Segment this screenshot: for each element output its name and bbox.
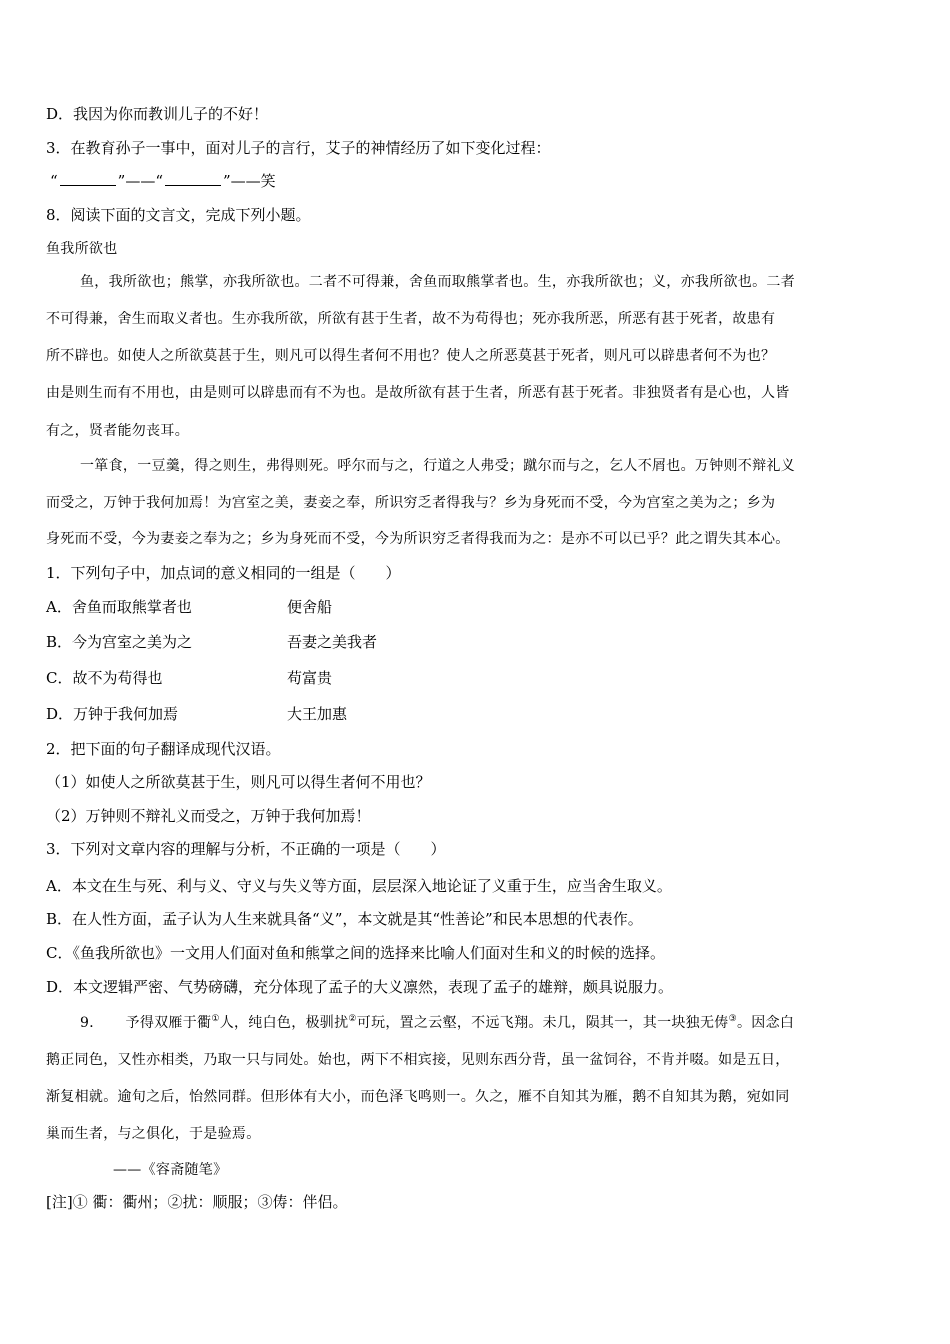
passage-title: 鱼我所欲也 <box>46 241 118 257</box>
blank-1[interactable] <box>60 171 116 186</box>
passage-p1-line: 有之，贤者能勿丧耳。 <box>46 423 189 439</box>
passage-p2-line: 身死而不受，今为妻妾之奉为之；乡为身死而不受，今为所识穷乏者得我而为之：是亦不可以已乎？此之谓失其本心。 <box>46 531 790 547</box>
q3-option-d[interactable]: D．本文逻辑严密、气势磅礴，充分体现了孟子的大义凛然，表现了孟子的雄辩，颇具说服力。 <box>46 978 674 996</box>
passage-p1-line: 不可得兼，舍生而取义者也。生亦我所欲，所欲有甚于生者，故不为苟得也；死亦我所恶，所恶有甚于死者，故患有 <box>46 311 776 327</box>
question-3-previous: 3．在教育孙子一事中，面对儿子的言行，艾子的神情经历了如下变化过程： <box>46 139 551 157</box>
question-8-heading: 8．阅读下面的文言文，完成下列小题。 <box>46 206 311 224</box>
passage-9-line: 鹅正同色，又性亦相类，乃取一只与同处。始也，两下不相宾接，见则东西分背，虽一盆饲谷，不肯并啜。如是五日， <box>46 1052 790 1068</box>
source-citation: ——《容斋随笔》 <box>113 1162 228 1178</box>
subquestion-3: 3．下列对文章内容的理解与分析，不正确的一项是（ ） <box>46 840 446 858</box>
footnote-ref: ① <box>211 1014 220 1024</box>
passage-9-line: 巢而生者，与之俱化，于是验焉。 <box>46 1126 261 1142</box>
subquestion-2: 2．把下面的句子翻译成现代汉语。 <box>46 740 281 758</box>
passage-p2-line: 而受之，万钟于我何加焉！为宫室之美，妻妾之奉，所识穷乏者得我与？乡为身死而不受，今为宫室之美为之；乡为 <box>46 495 776 511</box>
option-a-left: A．舍鱼而取熊掌者也 <box>46 598 192 616</box>
option-a-right: 便舍船 <box>287 598 333 616</box>
option-b-row[interactable] <box>46 632 910 652</box>
option-d-left: D．万钟于我何加焉 <box>46 705 179 723</box>
passage-9-text: 可玩，置之云壑，不远飞翔。未几，陨其一，其一块独无俦 <box>356 1015 729 1031</box>
q3-option-a[interactable]: A．本文在生与死、利与义、守义与失义等方面，层层深入地论证了义重于生，应当舍生取义。 <box>46 877 672 895</box>
option-b-left: B．今为宫室之美为之 <box>46 633 193 651</box>
option-d-previous: D．我因为你而教训儿子的不好！ <box>46 105 269 123</box>
option-a-row[interactable] <box>46 597 910 617</box>
passage-9-text: 人，纯白色，极驯扰 <box>219 1015 349 1031</box>
passage-9-line: 渐复相就。逾旬之后，怡然同群。但形体有大小，而色泽飞鸣则一。久之，雁不自知其为雁，鹅不自知其为鹅，宛如同 <box>46 1089 790 1105</box>
option-c-right: 苟富贵 <box>287 669 333 687</box>
footnote: [注]① 衢：衢州；②扰：顺服；③俦：伴侣。 <box>46 1193 348 1211</box>
option-c-left: C．故不为苟得也 <box>46 669 163 687</box>
question-9-number: 9． <box>80 1015 104 1031</box>
passage-p1-line: 所不辟也。如使人之所欲莫甚于生，则凡可以得生者何不用也？使人之所恶莫甚于死者，则凡可以辟患者何不为也？ <box>46 348 776 364</box>
passage-p1-line: 由是则生而有不用也，由是则可以辟患而有不为也。是故所欲有甚于生者，所恶有甚于死者。非独贤者有是心也，人皆 <box>46 385 790 401</box>
passage-p2-line: 一箪食，一豆羹，得之则生，弗得则死。呼尔而与之，行道之人弗受；蹴尔而与之，乞人不屑也。万钟则不辩礼义 <box>80 458 795 474</box>
quote-mid: ”——“ <box>117 172 164 190</box>
option-d-right: 大王加惠 <box>287 705 348 723</box>
option-d-row[interactable] <box>46 704 910 724</box>
q3-option-b[interactable]: B．在人性方面，孟子认为人生来就具备“义”，本文就是其“性善论”和民本思想的代表作。 <box>46 910 643 928</box>
subquestion-1: 1．下列句子中，加点词的意义相同的一组是（ ） <box>46 564 401 582</box>
quote-open: “ <box>50 172 58 190</box>
passage-p1-line: 鱼，我所欲也；熊掌，亦我所欲也。二者不可得兼，舍鱼而取熊掌者也。生，亦我所欲也；义，亦我所欲也。二者 <box>80 274 795 290</box>
blank-2[interactable] <box>165 171 221 186</box>
footnote-ref: ② <box>348 1014 357 1024</box>
fill-blank-line <box>50 171 910 191</box>
q3-option-c[interactable]: C．《鱼我所欲也》一文用人们面对鱼和熊掌之间的选择来比喻人们面对生和义的时候的选择。 <box>46 944 665 962</box>
footnote-ref: ③ <box>728 1014 737 1024</box>
passage-9-line <box>80 1013 910 1033</box>
passage-9-text: 予得双雁于衢 <box>125 1015 212 1031</box>
passage-9-text: 。因念白 <box>736 1015 795 1031</box>
option-c-row[interactable] <box>46 668 910 688</box>
option-b-right: 吾妻之美我者 <box>287 633 378 651</box>
quote-end: ”——笑 <box>223 172 276 190</box>
translate-item-2: （2）万钟则不辩礼义而受之，万钟于我何加焉！ <box>46 807 371 825</box>
translate-item-1: （1）如使人之所欲莫甚于生，则凡可以得生者何不用也？ <box>46 773 431 791</box>
